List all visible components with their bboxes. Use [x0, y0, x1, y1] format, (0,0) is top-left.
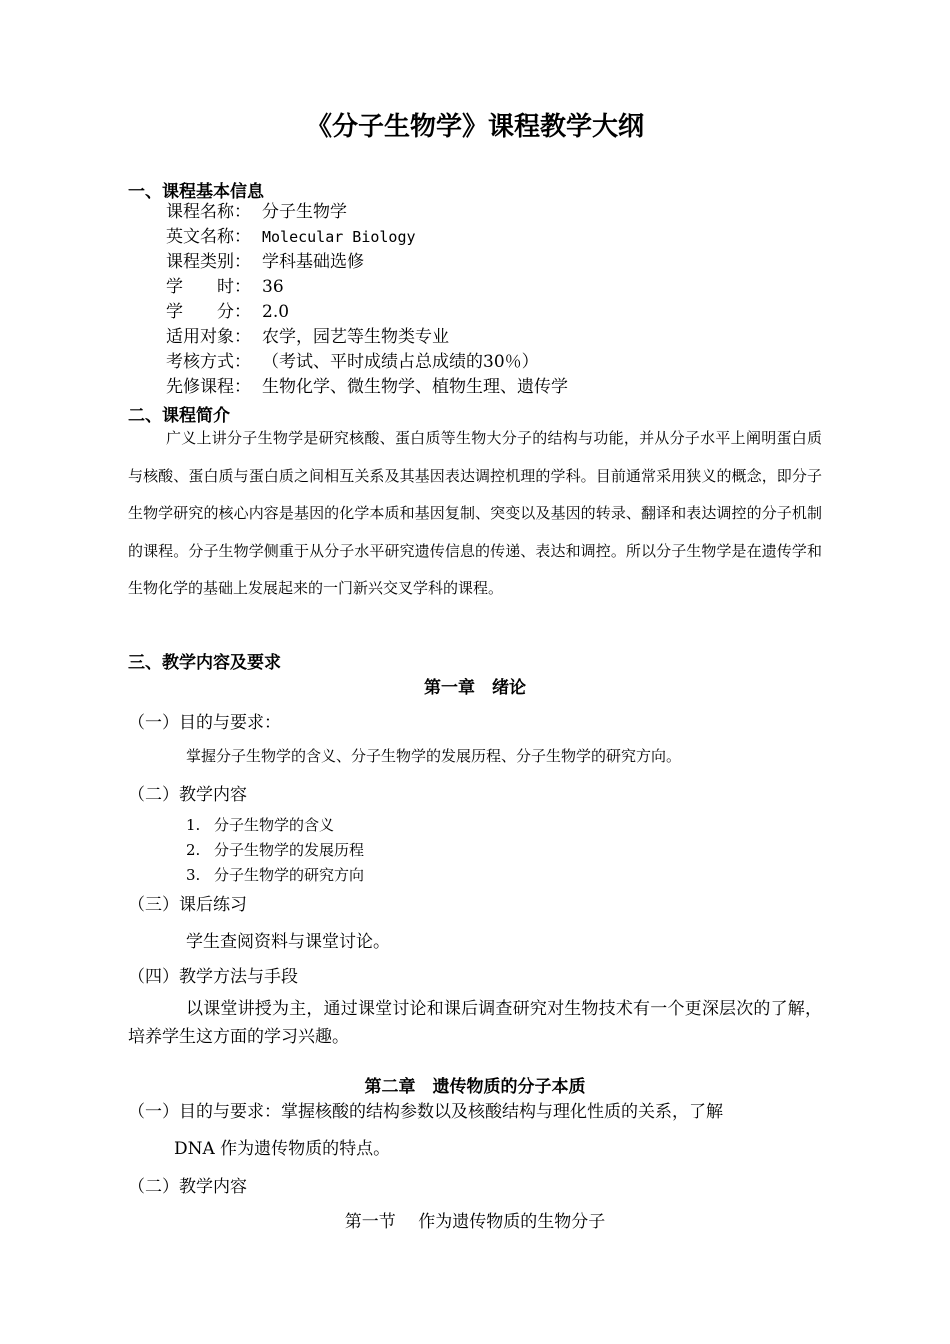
- info-row: [166, 225, 568, 250]
- list-item: [186, 813, 364, 838]
- list-item-number: 3.: [186, 866, 201, 884]
- chapter1-title: 第一章 绪论: [424, 678, 526, 698]
- info-row: [166, 250, 568, 275]
- chapter1-goal-heading: （一）目的与要求：: [128, 713, 281, 733]
- section3-heading: 三、教学内容及要求: [128, 653, 281, 673]
- info-row: [166, 300, 568, 325]
- list-item-number: 1.: [186, 816, 201, 834]
- info-value: Molecular Biology: [262, 228, 416, 246]
- info-value: 生物化学、微生物学、植物生理、遗传学: [262, 377, 568, 397]
- list-item: [186, 863, 364, 888]
- page-title: 《分子生物学》课程教学大纲: [305, 112, 644, 142]
- chapter1-content-heading: （二）教学内容: [128, 785, 247, 805]
- info-row: [166, 375, 568, 400]
- list-item-number: 2.: [186, 841, 201, 859]
- chapter2-content-heading: （二）教学内容: [128, 1177, 247, 1197]
- chapter2-goal-line2: DNA 作为遗传物质的特点。: [174, 1139, 391, 1159]
- info-row: [166, 275, 568, 300]
- course-intro-paragraph: 广义上讲分子生物学是研究核酸、蛋白质等生物大分子的结构与功能，并从分子水平上阐明蛋白质与核酸、蛋白质与蛋白质之间相互关系及其基因表达调控机理的学科。目前通常采用狭义的概念，即分子生物学研究的核心内容是基因的化学本质和基因复制、突变以及基因的转录、翻译和表达调控的分子机制的课程。分子生物学侧重于从分子水平研究遗传信息的传递、表达和调控。所以分子生物学是在遗传学和生物化学的基础上发展起来的一门新兴交叉学科的课程。: [128, 429, 822, 597]
- chapter1-content-list: [186, 813, 364, 888]
- chapter1-method-heading: （四）教学方法与手段: [128, 967, 298, 987]
- list-item: [186, 838, 364, 863]
- list-item-text: 分子生物学的含义: [214, 816, 335, 834]
- section2-heading: 二、课程简介: [128, 406, 230, 426]
- chapter1-exercise-heading: （三）课后练习: [128, 895, 247, 915]
- chapter2-section-title: 第一节 作为遗传物质的生物分子: [344, 1212, 606, 1232]
- info-label: 课程名称：: [166, 202, 251, 222]
- info-row: [166, 325, 568, 350]
- info-label: 适用对象：: [166, 327, 251, 347]
- info-value: 农学，园艺等生物类专业: [262, 327, 449, 347]
- info-value: 学科基础选修: [262, 252, 364, 272]
- section1-heading: 一、课程基本信息: [128, 182, 264, 202]
- course-info: [166, 200, 568, 400]
- chapter1-method-text: 以课堂讲授为主，通过课堂讨论和课后调查研究对生物技术有一个更深层次的了解，培养学生这方面的学习兴趣。: [128, 999, 822, 1047]
- chapter2-goal-line1: （一）目的与要求：掌握核酸的结构参数以及核酸结构与理化性质的关系，了解: [128, 1102, 723, 1122]
- info-value: （考试、平时成绩占总成绩的30％）: [262, 352, 539, 372]
- info-label: 先修课程：: [166, 377, 251, 397]
- info-row: [166, 350, 568, 375]
- info-value: 36: [262, 277, 284, 297]
- chapter1-exercise-text: 学生查阅资料与课堂讨论。: [186, 932, 390, 952]
- info-label: 课程类别：: [166, 252, 251, 272]
- info-label: 英文名称：: [166, 227, 251, 247]
- chapter2-title: 第二章 遗传物质的分子本质: [364, 1077, 586, 1097]
- info-label: 考核方式：: [166, 352, 251, 372]
- info-value: 2.0: [262, 302, 290, 322]
- chapter1-goal-text: 掌握分子生物学的含义、分子生物学的发展历程、分子生物学的研究方向。: [186, 747, 682, 765]
- info-row: [166, 200, 568, 225]
- list-item-text: 分子生物学的研究方向: [214, 866, 365, 884]
- info-value: 分子生物学: [262, 202, 347, 222]
- info-label: 学 分：: [166, 302, 251, 322]
- list-item-text: 分子生物学的发展历程: [214, 841, 365, 859]
- info-label: 学 时：: [166, 277, 251, 297]
